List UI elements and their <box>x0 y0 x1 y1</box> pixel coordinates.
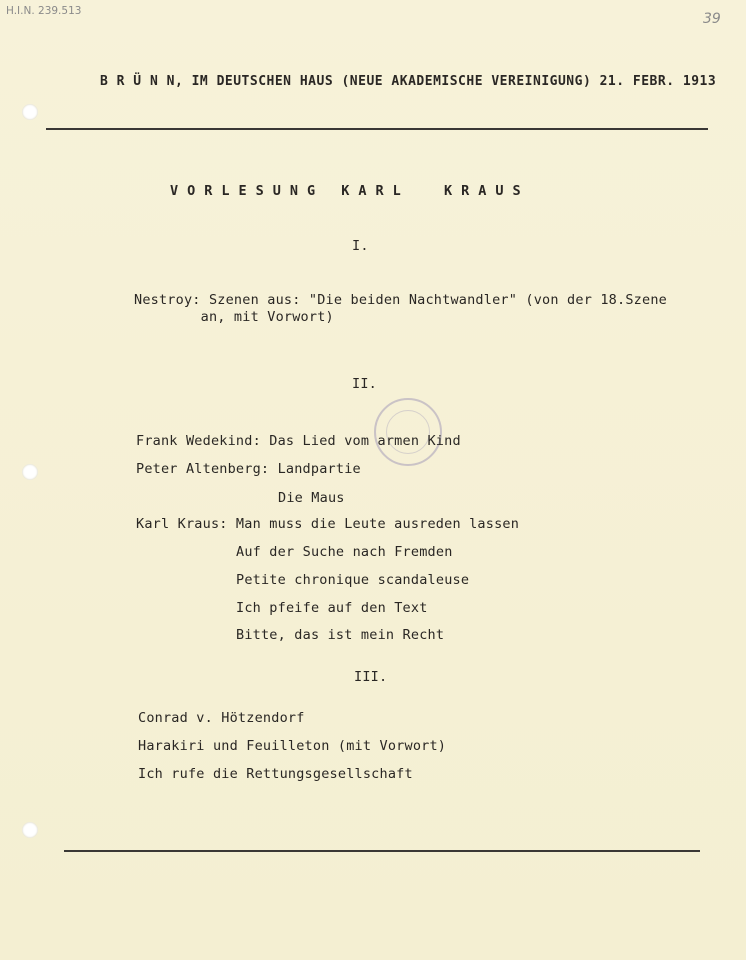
archive-shelfmark: H.I.N. 239.513 <box>6 5 82 17</box>
program-entry: Karl Kraus: Man muss die Leute ausreden lassen <box>136 516 520 532</box>
punch-hole <box>22 822 38 838</box>
program-entry: Harakiri und Feuilleton (mit Vorwort) <box>138 738 447 754</box>
program-entry: Petite chronique scandaleuse <box>236 572 470 588</box>
punch-hole <box>22 104 38 120</box>
program-entry: Nestroy: Szenen aus: "Die beiden Nachtwandler" (von der 18.Szene <box>134 292 667 308</box>
program-entry: Ich rufe die Rettungsgesellschaft <box>138 766 413 782</box>
footer-rule <box>64 850 700 852</box>
punch-hole <box>22 464 38 480</box>
page-title: VORLESUNG KARL KRAUS <box>170 183 530 199</box>
folio-number: 39 <box>703 11 721 27</box>
header-rule <box>46 128 708 130</box>
library-stamp <box>374 398 442 466</box>
program-entry: Auf der Suche nach Fremden <box>236 544 453 560</box>
program-entry: an, mit Vorwort) <box>134 309 334 325</box>
section-numeral: II. <box>352 376 377 392</box>
program-entry: Die Maus <box>278 490 345 506</box>
program-entry: Conrad v. Hötzendorf <box>138 710 305 726</box>
header-line: B R Ü N N, IM DEUTSCHEN HAUS (NEUE AKADEMISCHE VEREINIGUNG) 21. FEBR. 1913 <box>100 74 717 89</box>
program-entry: Frank Wedekind: Das Lied vom armen Kind <box>136 433 461 449</box>
section-numeral: I. <box>352 238 369 254</box>
section-numeral: III. <box>354 669 388 685</box>
program-entry: Bitte, das ist mein Recht <box>236 627 445 643</box>
program-entry: Peter Altenberg: Landpartie <box>136 461 361 477</box>
program-entry: Ich pfeife auf den Text <box>236 600 428 616</box>
